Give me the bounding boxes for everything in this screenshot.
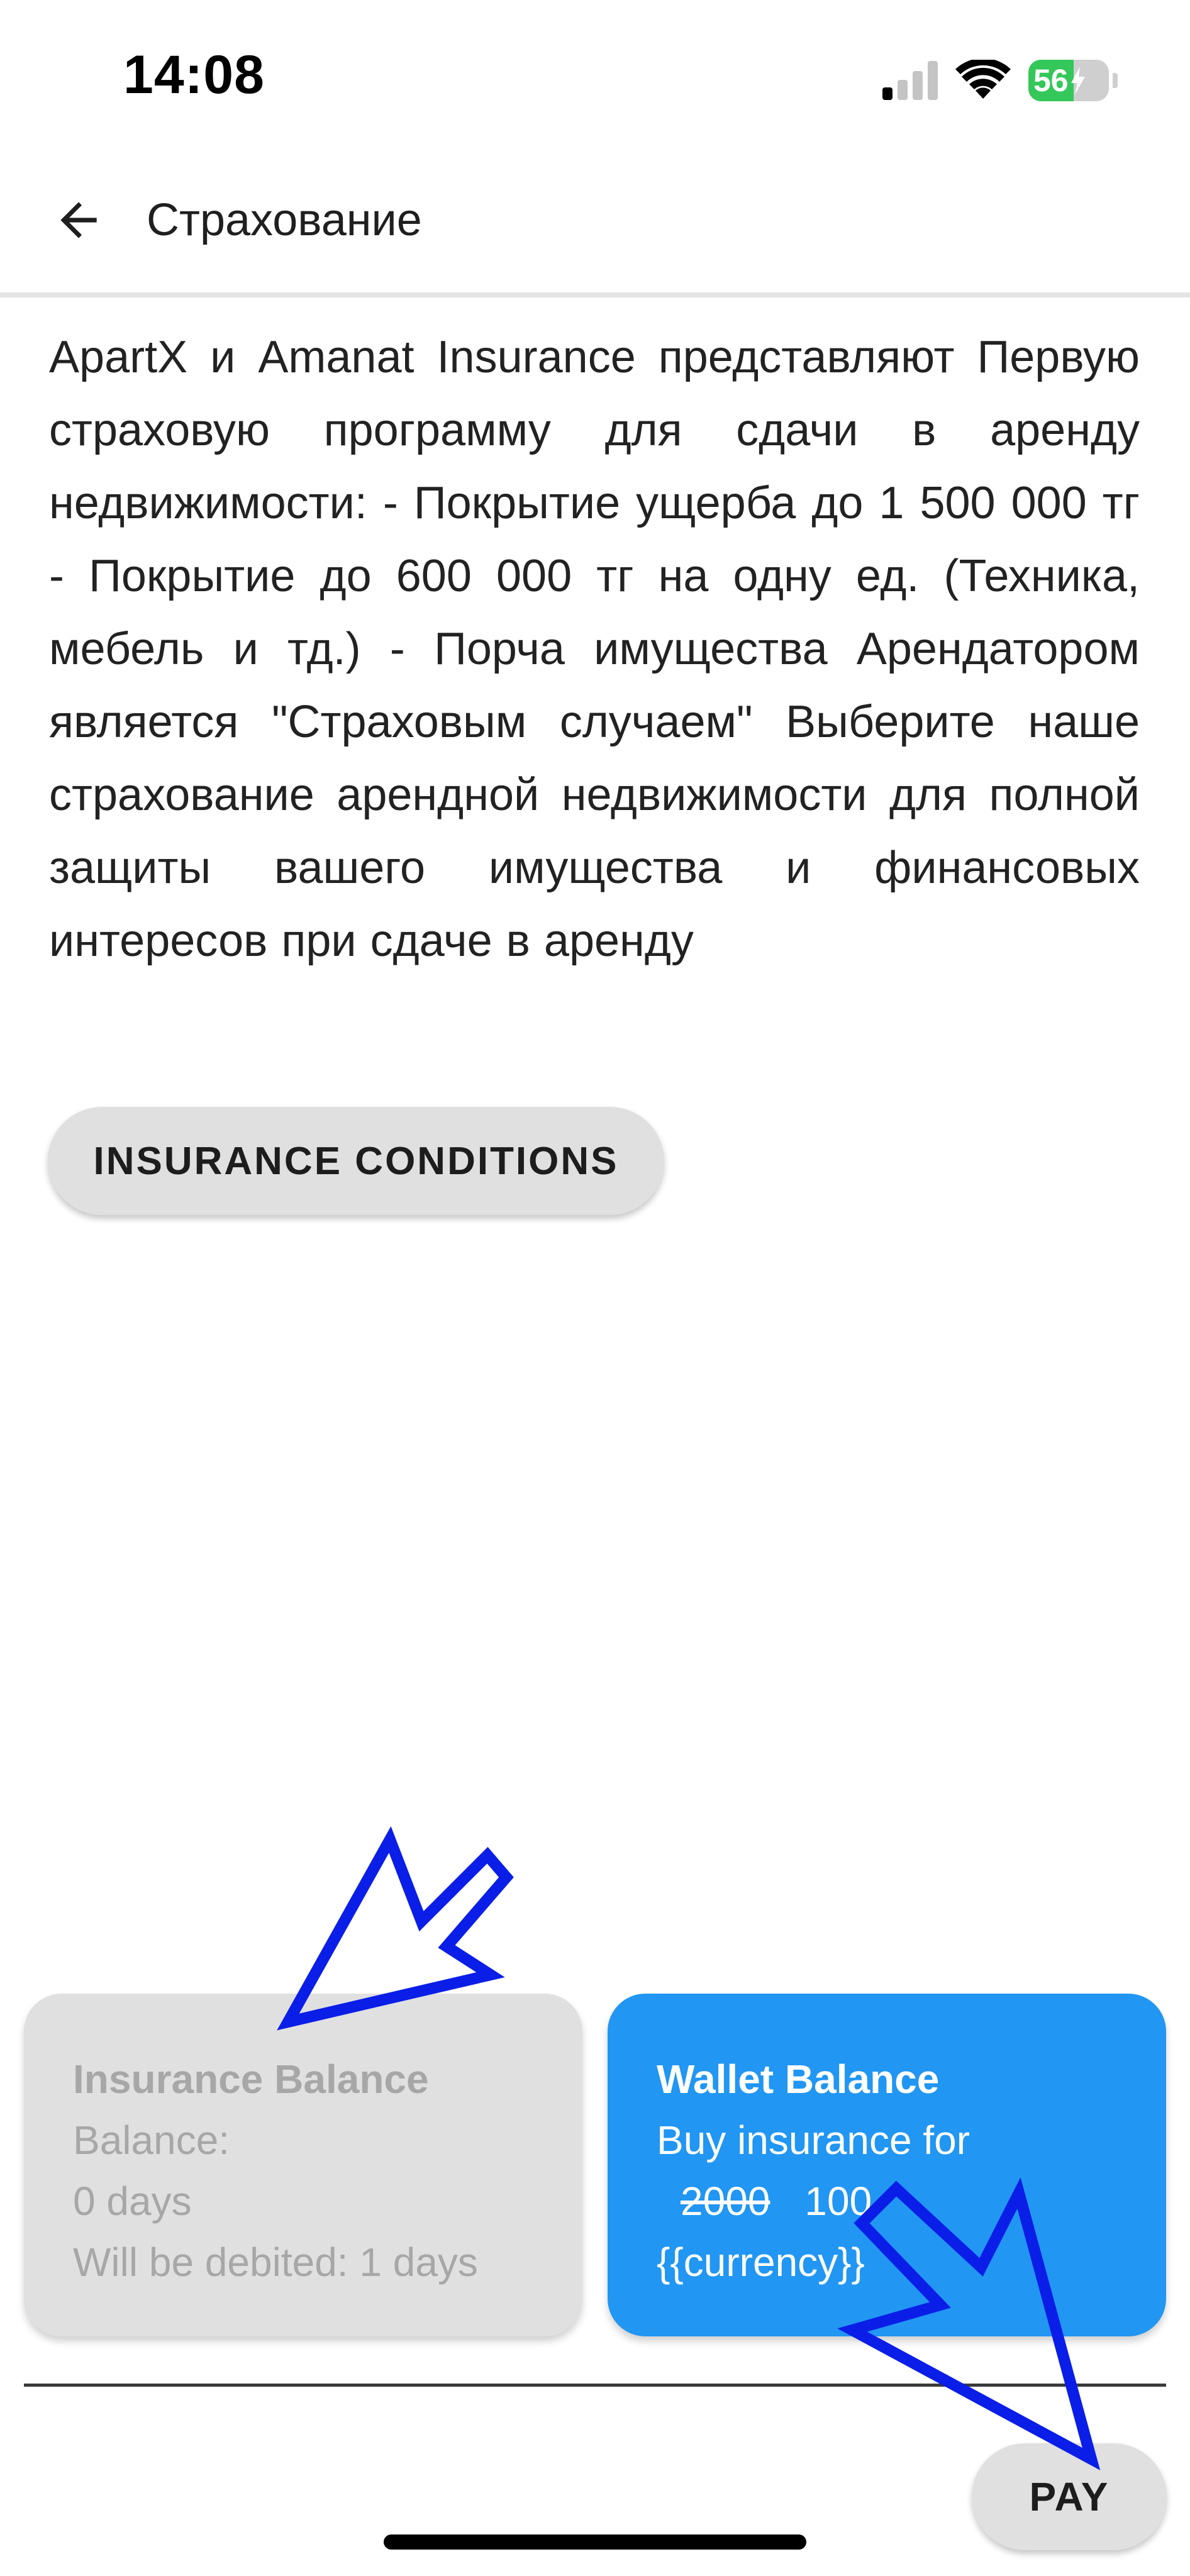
- insurance-debit-text: Will be debited: 1 days: [73, 2240, 478, 2285]
- wallet-balance-title: Wallet Balance: [657, 2057, 940, 2102]
- battery-nub: [1113, 73, 1118, 88]
- home-indicator: [384, 2534, 806, 2550]
- price-new: 100: [804, 2179, 872, 2224]
- insurance-conditions-button[interactable]: INSURANCE CONDITIONS: [48, 1107, 664, 1215]
- pay-button[interactable]: PAY: [972, 2443, 1167, 2550]
- page-title: Страхование: [147, 195, 422, 245]
- wallet-balance-card[interactable]: [608, 1994, 1166, 2336]
- wifi-icon: [955, 60, 1011, 101]
- insurance-balance-label: Balance:: [73, 2118, 230, 2163]
- wallet-buy-text: Buy insurance for: [657, 2118, 970, 2163]
- back-button[interactable]: [44, 186, 113, 255]
- battery-icon: [1028, 60, 1109, 101]
- charging-bolt-icon: [1070, 67, 1086, 94]
- arrow-back-icon: [52, 193, 106, 247]
- price-old: 2000: [681, 2179, 770, 2224]
- insurance-balance-card[interactable]: [24, 1994, 582, 2336]
- app-bar-divider: [0, 292, 1190, 297]
- currency-text: {{currency}}: [657, 2240, 865, 2285]
- insurance-balance-title: Insurance Balance: [73, 2057, 429, 2102]
- insurance-description: ApartX и Amanat Insurance представляют Первую страховую программу для сдачи в аренду недвижимости: - Покрытие ущерба до 1 500 000 тг - Покрытие до 600 000 тг на одну ед. (Техника, мебель и тд.) - Порча имущества Арендатором является "Страховым случаем" Выберите наше страхование арендной недвижимости для полной защиты вашего имущества и финансовых интересов при сдаче в аренду: [49, 332, 1140, 966]
- battery-level: 56: [1033, 63, 1069, 98]
- signal-icon: [881, 60, 938, 101]
- bottom-divider: [24, 2384, 1166, 2387]
- status-icons: [881, 55, 1118, 106]
- insurance-balance-days: 0 days: [73, 2179, 192, 2224]
- price-row: [657, 2171, 1117, 2232]
- status-time: 14:08: [123, 45, 265, 105]
- app-bar: [0, 160, 1190, 292]
